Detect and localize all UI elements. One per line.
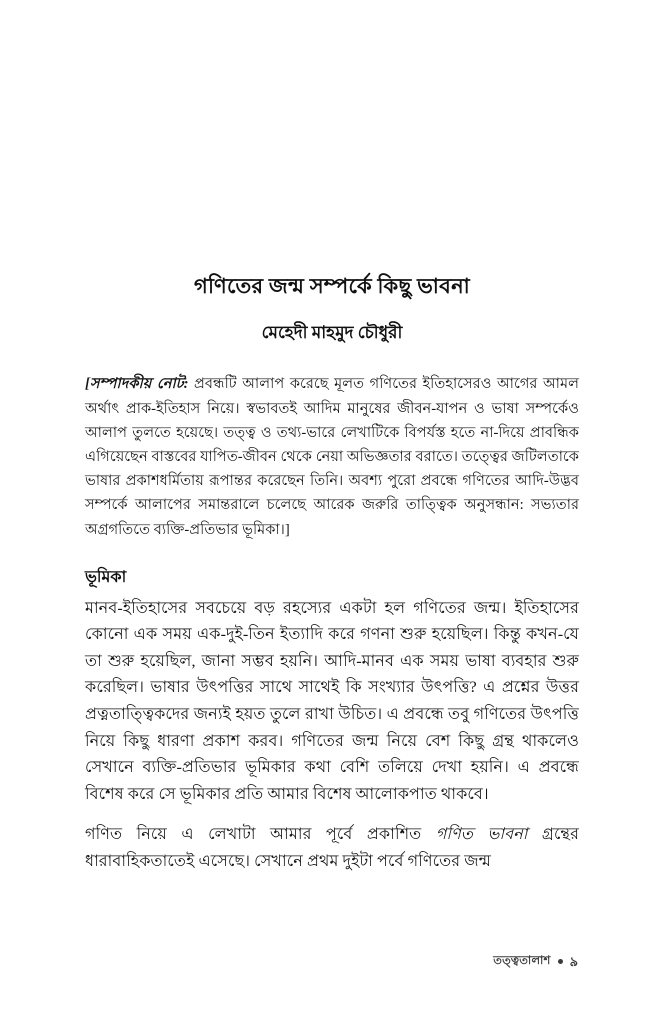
body-paragraph-2-part-1: গণিত নিয়ে এ লেখাটা আমার পূর্বে প্রকাশিত [85, 825, 436, 844]
referenced-book-title: গণিত ভাবনা [435, 825, 528, 844]
editorial-note-label: [সম্পাদকীয় নোট: [85, 376, 189, 393]
page-number: ৯ [569, 954, 578, 969]
section-heading-bhumika: ভূমিকা [85, 568, 127, 586]
article-author: মেহেদী মাহমুদ চৌধুরী [261, 323, 403, 343]
body-paragraph-2-part-2: গ্রন্থের ধারাবাহিকতাতেই এসেছে। সেখানে প্রথম দুইটা পর্বে গণিতের জন্ম [85, 825, 579, 870]
page-content-column [85, 0, 579, 875]
editorial-note-body: প্রবন্ধটি আলাপ করেছে মূলত গণিতের ইতিহাসেরও আগের আমল অর্থাৎ প্রাক-ইতিহাস নিয়ে। স্বভাবতই আদিম মানুষের জীবন-যাপন ও ভাষা সম্পর্কেও আলাপ তুলতে হয়েছে। তত্ত্ব ও তথ্য-ভারে লেখাটিকে বিপর্যস্ত হতে না-দিয়ে প্রাবন্ধিক এগিয়েছেন বাস্তবের যাপিত-জীবন থেকে নেয়া অভিজ্ঞতার বরাতে। তত্ত্বের জটিলতাকে ভাষার প্রকাশধর্মিতায় রূপান্তর করেছেন তিনি। অবশ্য পুরো প্রবন্ধে গণিতের আদি-উদ্ভব সম্পর্কে আলাপের সমান্তরালে চলেছে আরেক জরুরি তাত্ত্বিক অনুসন্ধান: সভ্যতার অগ্রগতিতে ব্যক্তি-প্রতিভার ভূমিকা।] [85, 376, 579, 538]
bullet-dot-icon [558, 959, 563, 964]
body-paragraph-1: মানব-ইতিহাসের সবচেয়ে বড় রহস্যের একটা হল গণিতের জন্ম। ইতিহাসের কোনো এক সময় এক-দুই-তিন ইত্যাদি করে গণনা শুরু হয়েছিল। কিন্তু কখন-যে তা শুরু হয়েছিল, জানা সম্ভব হয়নি। আদি-মানব এক সময় ভাষা ব্যবহার শুরু করেছিল। ভাষার উৎপত্তির সাথে সাথেই কি সংখ্যার উৎপত্তি? এ প্রশ্নের উত্তর প্রত্নতাত্ত্বিকদের জন্যই হয়ত তুলে রাখা উচিত। এ প্রবন্ধে তবু গণিতের উৎপত্তি নিয়ে কিছু ধারণা প্রকাশ করব। গণিতের জন্ম নিয়ে বেশ কিছু গ্রন্থ থাকলেও সেখানে ব্যক্তি-প্রতিভার ভূমিকার কথা বেশি তলিয়ে দেখা হয়নি। এ প্রবন্ধে বিশেষ করে সে ভূমিকার প্রতি আমার বিশেষ আলোকপাত থাকবে। [85, 598, 579, 803]
page-footer [493, 955, 578, 968]
article-title: গণিতের জন্ম সম্পর্কে কিছু ভাবনা [193, 274, 471, 298]
editorial-note [85, 344, 579, 541]
footer-journal-name: তত্ত্বতালাশ [493, 954, 551, 967]
body-paragraph-2 [85, 807, 579, 874]
